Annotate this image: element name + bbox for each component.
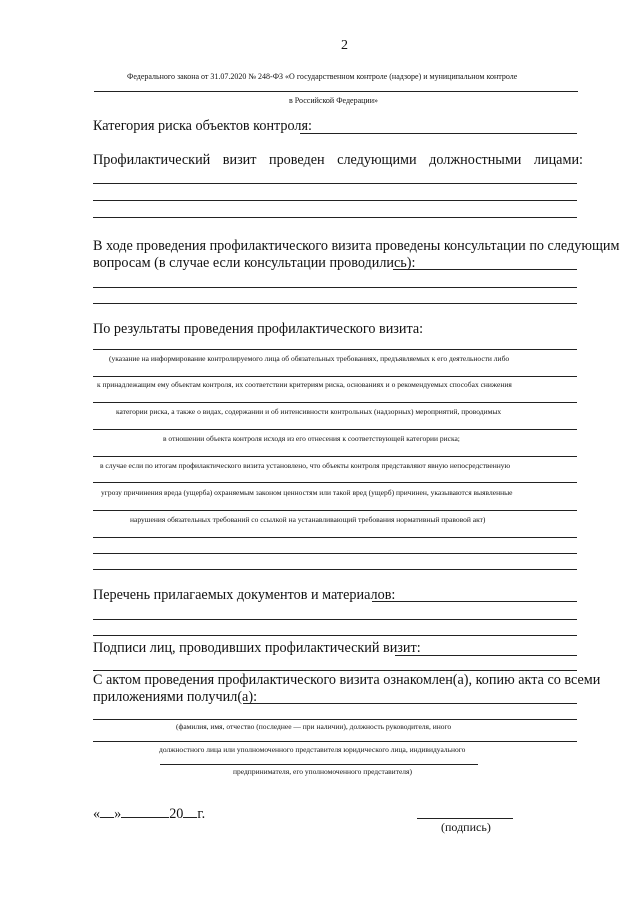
results-field-5[interactable] — [93, 456, 577, 457]
visit-persons-word-4: следующими — [337, 152, 417, 168]
header-divider — [94, 91, 578, 92]
acknowledgement-field-3[interactable] — [93, 741, 577, 742]
visit-persons-field-2[interactable] — [93, 200, 577, 201]
risk-category-label: Категория риска объектов контроля: — [93, 118, 312, 134]
results-caption-3: категории риска, а также о видах, содержании и об интенсивности контрольных (надзорных) мероприятий, проводимых — [116, 407, 502, 416]
visit-persons-field-3[interactable] — [93, 217, 577, 218]
attachments-label: Перечень прилагаемых документов и материалов: — [93, 587, 396, 603]
acknowledgement-caption-3: предпринимателя, его уполномоченного представителя) — [233, 767, 412, 776]
results-field-6[interactable] — [93, 482, 577, 483]
attachments-field-3[interactable] — [93, 635, 577, 636]
consultations-field-2[interactable] — [93, 287, 577, 288]
acknowledgement-caption-2: должностного лица или уполномоченного представителя юридического лица, индивидуального — [159, 745, 466, 754]
acknowledgement-field-1[interactable] — [243, 703, 577, 704]
results-caption-2: к принадлежащим ему объектам контроля, их соответствии критериям риска, основаниях и о рекомендуемых способах снижения — [97, 380, 512, 389]
results-caption-1: (указание на информирование контролируемого лица об обязательных требованиях, предъявляемых к его деятельности либо — [109, 354, 510, 363]
acknowledgement-caption-1: (фамилия, имя, отчество (последнее — при наличии), должность руководителя, иного — [176, 722, 452, 731]
visit-persons-word-3: проведен — [269, 152, 325, 168]
results-field-4[interactable] — [93, 429, 577, 430]
signature-caption: (подпись) — [441, 820, 491, 834]
results-caption-6: угрозу причинения вреда (ущерба) охраняемым законом ценностям или такой вред (ущерб) причинен, указываются выявленные — [101, 488, 513, 497]
visit-persons-word-2: визит — [222, 152, 257, 168]
date-year-prefix: 20 — [169, 806, 184, 822]
risk-category-field[interactable] — [300, 133, 577, 134]
results-field-7[interactable] — [93, 510, 577, 511]
results-caption-5: в случае если по итогам профилактического визита установлено, что объекты контроля представляют явную непосредственную — [100, 461, 511, 470]
attachments-field-1[interactable] — [372, 601, 577, 602]
acknowledgement-field-2[interactable] — [93, 719, 577, 720]
date-close-quote: » — [114, 806, 122, 822]
header-line-2: в Российской Федерации» — [289, 96, 378, 105]
results-caption-7: нарушения обязательных требований со ссылкой на устанавливающий требования нормативный правовой акт) — [130, 515, 486, 524]
consultations-line-2: вопросам (в случае если консультации проводились): — [93, 255, 416, 271]
acknowledgement-field-4[interactable] — [160, 764, 478, 765]
results-caption-4: в отношении объекта контроля исходя из его отнесения к соответствующей категории риска; — [163, 434, 460, 443]
visit-persons-label — [93, 152, 583, 169]
results-field-2[interactable] — [93, 376, 577, 377]
date-month-field[interactable] — [121, 804, 169, 818]
results-field-9[interactable] — [93, 553, 577, 554]
consultations-field-3[interactable] — [93, 303, 577, 304]
signatures-label: Подписи лиц, проводивших профилактический визит: — [93, 640, 421, 656]
date-line — [93, 804, 205, 823]
results-field-3[interactable] — [93, 402, 577, 403]
results-field-8[interactable] — [93, 537, 577, 538]
header-line-1: Федерального закона от 31.07.2020 № 248-ФЗ «О государственном контроле (надзоре) и муниципальном контроле — [127, 72, 518, 81]
attachments-field-2[interactable] — [93, 619, 577, 620]
visit-persons-word-1: Профилактический — [93, 152, 211, 168]
consultations-line-1: В ходе проведения профилактического визита проведены консультации по следующим — [93, 238, 620, 254]
visit-persons-word-5: должностными — [429, 152, 522, 168]
acknowledgement-line-1: С актом проведения профилактического визита ознакомлен(а), копию акта со всеми — [93, 672, 601, 688]
date-year-suffix: г. — [197, 806, 206, 822]
signature-field[interactable] — [417, 818, 513, 819]
consultations-field-1[interactable] — [393, 269, 577, 270]
date-day-field[interactable] — [100, 804, 114, 818]
visit-persons-word-6: лицами: — [533, 152, 583, 168]
results-field-1[interactable] — [93, 349, 577, 350]
acknowledgement-line-2: приложениями получил(а): — [93, 689, 258, 705]
signatures-field-2[interactable] — [93, 670, 577, 671]
results-field-10[interactable] — [93, 569, 577, 570]
page-number: 2 — [341, 38, 348, 53]
date-open-quote: « — [93, 806, 101, 822]
date-year-field[interactable] — [183, 804, 197, 818]
results-label: По результаты проведения профилактического визита: — [93, 321, 424, 337]
signatures-field-1[interactable] — [395, 655, 577, 656]
visit-persons-field-1[interactable] — [93, 183, 577, 184]
